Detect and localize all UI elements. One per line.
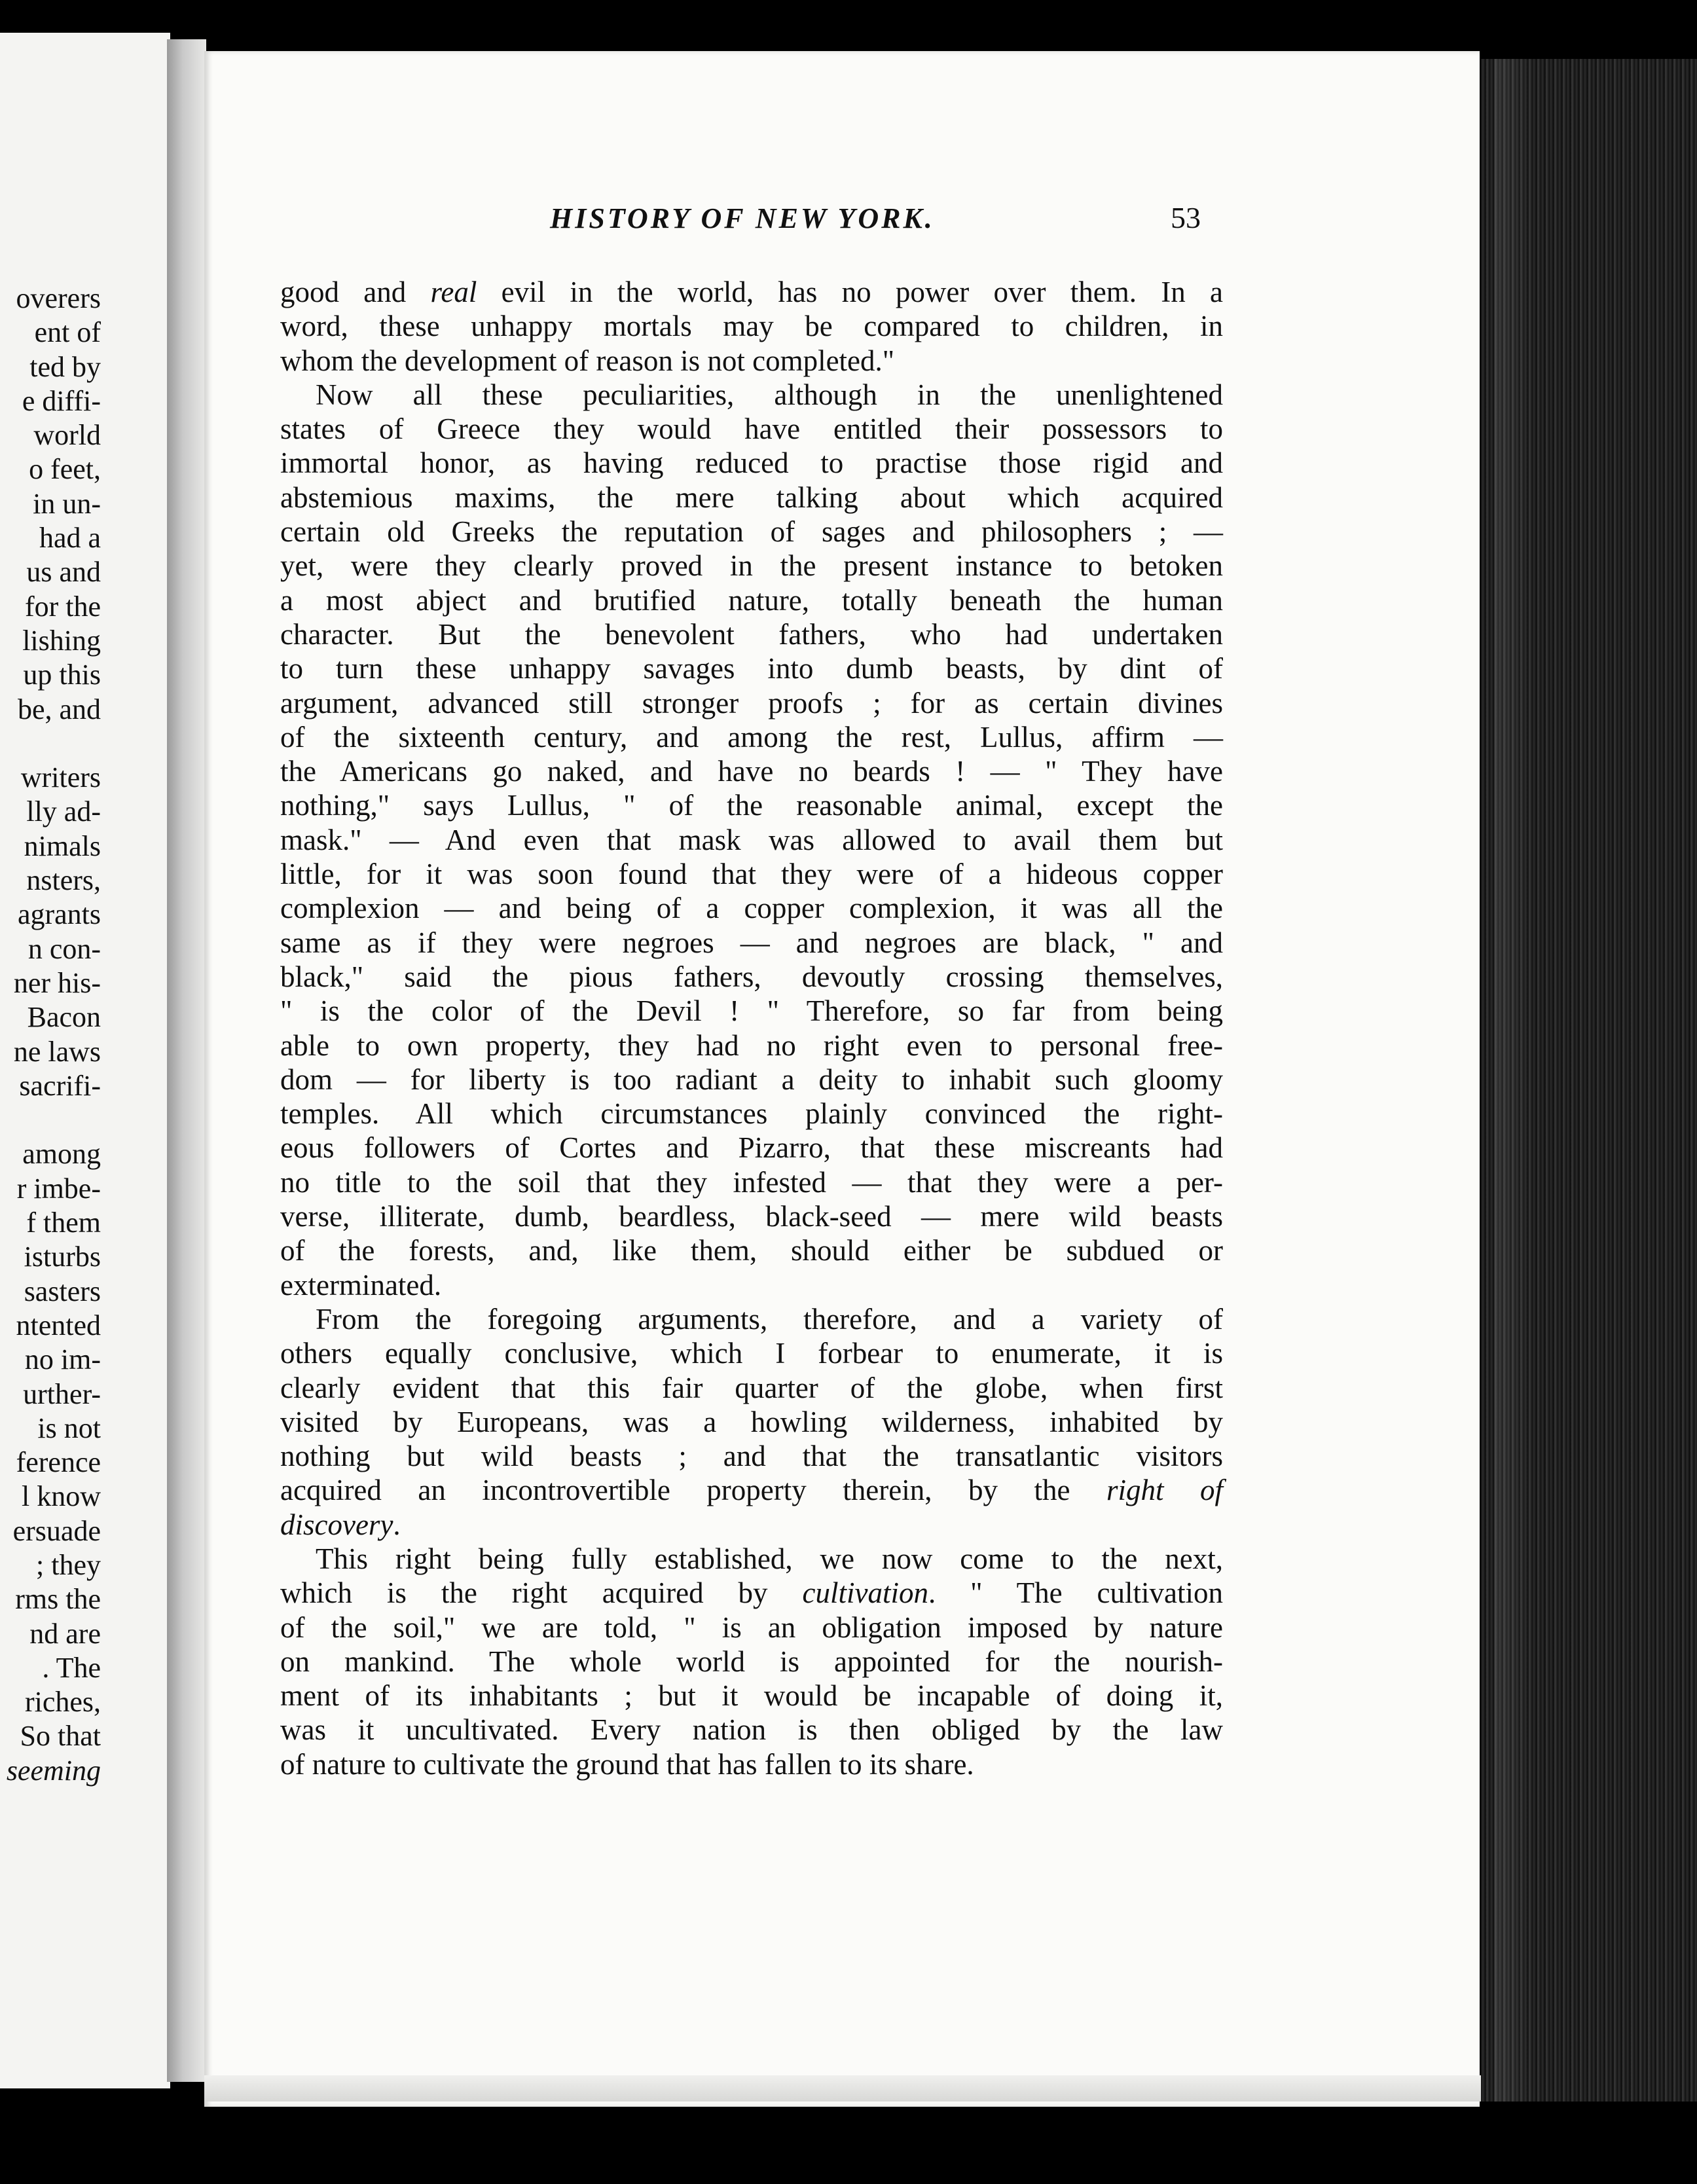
line-text: word, these unhappy mortals may be compared to children, in [280, 310, 1223, 343]
facing-page-line: l know [22, 1480, 101, 1513]
line-text: a most abject and brutified nature, totally beneath the human [280, 583, 1223, 617]
facing-page-line: sasters [24, 1275, 101, 1307]
text-line [280, 720, 1223, 754]
facing-page-line: nsters, [26, 864, 101, 897]
facing-page-line: ne laws [13, 1035, 101, 1068]
facing-page-line: e diffi- [22, 384, 101, 417]
facing-page-line: lishing [22, 624, 101, 657]
text-line [280, 1645, 1223, 1679]
line-text: acquired an incontrovertible property therein, by the [280, 1474, 1106, 1507]
text-line [280, 481, 1223, 515]
text-line [280, 1063, 1223, 1097]
running-head: HISTORY OF NEW YORK. [550, 202, 935, 234]
text-line [280, 446, 1223, 480]
facing-page-line: up this [23, 659, 101, 691]
facing-page-line: ference [16, 1446, 101, 1479]
facing-page-line: nimals [24, 829, 101, 862]
text-line [280, 1097, 1223, 1131]
facing-page-line: writers [20, 761, 101, 794]
line-text: of nature to cultivate the ground that has fallen to its share. [280, 1747, 974, 1781]
text-line [280, 1028, 1223, 1063]
facing-page-line: f them [26, 1207, 101, 1239]
line-text: abstemious maxims, the mere talking about which acquired [280, 481, 1223, 514]
facing-page-line: in un- [33, 487, 101, 520]
line-text: the Americans go naked, and have no beards ! — " They have [280, 755, 1223, 788]
line-text: which is the right acquired by [280, 1576, 803, 1610]
line-text: dom — for liberty is too radiant a deity to inhabit such gloomy [280, 1063, 1223, 1096]
facing-page-line: sacrifi- [19, 1069, 101, 1102]
line-text: to turn these unhappy savages into dumb beasts, by dint of [280, 652, 1223, 685]
text-line [280, 617, 1223, 651]
facing-page-line: riches, [24, 1686, 101, 1719]
facing-page-left [0, 33, 170, 2088]
text-line [280, 1679, 1223, 1713]
facing-page-line: among [22, 1138, 101, 1171]
line-text: From the foregoing arguments, therefore, and a variety of [316, 1302, 1223, 1336]
text-line [280, 275, 1223, 309]
facing-page-line: seeming [6, 1754, 101, 1787]
page-bottom-edge [204, 2075, 1481, 2102]
body-text [280, 275, 1223, 1781]
text-line [280, 1233, 1223, 1267]
text-line [280, 1747, 1223, 1781]
italic-text: right of [1106, 1474, 1223, 1507]
facing-page-line: is not [37, 1411, 101, 1444]
line-text: yet, were they clearly proved in the present instance to betoken [280, 549, 1223, 583]
facing-page-text-fragment [7, 282, 101, 1788]
line-text: . " The cultivation [928, 1576, 1223, 1610]
line-text: argument, advanced still stronger proofs ; for as certain divines [280, 686, 1223, 719]
line-text: nothing but wild beasts ; and that the transatlantic visitors [280, 1440, 1223, 1473]
text-line [280, 1542, 1223, 1576]
text-line [280, 1405, 1223, 1439]
line-text: visited by Europeans, was a howling wilderness, inhabited by [280, 1405, 1223, 1438]
facing-page-line: had a [39, 522, 101, 555]
facing-page-line: rms the [15, 1583, 101, 1616]
text-line [280, 1473, 1223, 1507]
text-line [280, 309, 1223, 343]
text-line [280, 891, 1223, 925]
facing-page-line: ner his- [13, 966, 101, 999]
text-line [280, 994, 1223, 1028]
line-text: This right being fully established, we now come to the next, [316, 1542, 1223, 1575]
line-text: ment of its inhabitants ; but it would be incapable of doing it, [280, 1679, 1223, 1713]
line-text: no title to the soil that they infested — that they were a per- [280, 1165, 1223, 1199]
line-text: same as if they were negroes — and negroes are black, " and [280, 926, 1223, 959]
text-line [280, 651, 1223, 685]
text-line [280, 1576, 1223, 1610]
facing-page-line: Bacon [27, 1001, 101, 1034]
text-line [280, 344, 1223, 378]
book-fore-edge [1481, 59, 1697, 2102]
facing-page-line: world [33, 419, 101, 452]
facing-page-line: n con- [27, 932, 101, 965]
page-number: 53 [1171, 201, 1201, 234]
line-text: good and [280, 276, 431, 308]
line-text: . [393, 1508, 401, 1541]
text-line [280, 754, 1223, 788]
facing-page-line: no im- [24, 1343, 101, 1376]
text-line [280, 1302, 1223, 1336]
line-text: of the sixteenth century, and among the rest, Lullus, affirm — [280, 720, 1223, 754]
line-text: of the soil," we are told, " is an obligation imposed by nature [280, 1611, 1223, 1644]
line-text: eous followers of Cortes and Pizarro, that these miscreants had [280, 1131, 1223, 1165]
text-line [280, 1713, 1223, 1747]
facing-page-line: be, and [17, 693, 101, 725]
facing-page-line: us and [26, 556, 101, 589]
line-text: verse, illiterate, dumb, beardless, black-seed — mere wild beasts [280, 1200, 1223, 1233]
book-gutter [167, 39, 206, 2082]
line-text: character. But the benevolent fathers, who had undertaken [280, 617, 1223, 651]
facing-page-line: nd are [29, 1617, 101, 1650]
text-line [280, 788, 1223, 822]
text-line [280, 1336, 1223, 1370]
line-text: nothing," says Lullus, " of the reasonable animal, except the [280, 789, 1223, 822]
facing-page-line: ersuade [12, 1514, 101, 1547]
text-line [280, 1268, 1223, 1302]
line-text: black," said the pious fathers, devoutly crossing themselves, [280, 960, 1223, 993]
line-text: on mankind. The whole world is appointed for the nourish- [280, 1645, 1223, 1678]
line-text: mask." — And even that mask was allowed to avail them but [280, 823, 1223, 856]
text-line [280, 960, 1223, 994]
facing-page-line [7, 727, 101, 761]
line-text: whom the development of reason is not completed." [280, 344, 895, 377]
italic-text: discovery [280, 1508, 393, 1541]
italic-text: real [430, 276, 477, 308]
facing-page-line: ; they [36, 1548, 101, 1581]
line-text: clearly evident that this fair quarter of the globe, when first [280, 1371, 1223, 1404]
line-text: certain old Greeks the reputation of sages and philosophers ; — [280, 515, 1223, 549]
facing-page-line: for the [24, 590, 101, 623]
line-text: temples. All which circumstances plainly convinced the right- [280, 1097, 1223, 1131]
facing-page-line: overers [16, 282, 101, 314]
italic-text: cultivation [802, 1576, 928, 1610]
line-text: able to own property, they had no right even to personal free- [280, 1028, 1223, 1062]
facing-page-line: lly ad- [26, 795, 101, 828]
line-text: little, for it was soon found that they were of a hideous copper [280, 858, 1223, 891]
facing-page-line [7, 1103, 101, 1137]
facing-page-line: ted by [29, 350, 101, 383]
text-line [280, 515, 1223, 549]
facing-page-line: . The [42, 1651, 101, 1684]
facing-page-line: So that [20, 1720, 101, 1753]
line-text: complexion — and being of a copper complexion, it was all the [280, 892, 1223, 925]
text-line [280, 378, 1223, 412]
line-text: " is the color of the Devil ! " Therefore, so far from being [280, 994, 1223, 1028]
text-line [280, 1439, 1223, 1473]
line-text: states of Greece they would have entitled their possessors to [280, 412, 1223, 446]
facing-page-line: urther- [23, 1377, 101, 1410]
line-text: immortal honor, as having reduced to practise those rigid and [280, 446, 1223, 480]
line-text: others equally conclusive, which I forbear to enumerate, it is [280, 1337, 1223, 1370]
text-line [280, 583, 1223, 617]
line-text: was it uncultivated. Every nation is then obliged by the law [280, 1713, 1223, 1747]
line-text: Now all these peculiarities, although in the unenlightened [316, 378, 1223, 411]
text-line [280, 857, 1223, 891]
facing-page-line: isturbs [24, 1241, 101, 1273]
facing-page-line: ntented [16, 1309, 101, 1341]
facing-page-line: r imbe- [16, 1172, 101, 1205]
line-text: exterminated. [280, 1268, 442, 1301]
text-line [280, 1165, 1223, 1199]
line-text: evil in the world, has no power over them. In a [477, 276, 1223, 308]
line-text: of the forests, and, like them, should either be subdued or [280, 1234, 1223, 1267]
text-line [280, 1508, 1223, 1542]
text-line [280, 1371, 1223, 1405]
text-line [280, 1611, 1223, 1645]
text-line [280, 549, 1223, 583]
facing-page-line: o feet, [29, 453, 101, 486]
facing-page-line: ent of [34, 316, 101, 349]
facing-page-line: agrants [17, 898, 101, 931]
text-line [280, 1131, 1223, 1165]
text-line [280, 686, 1223, 720]
text-line [280, 1199, 1223, 1233]
text-line [280, 412, 1223, 446]
text-line [280, 926, 1223, 960]
text-line [280, 823, 1223, 857]
